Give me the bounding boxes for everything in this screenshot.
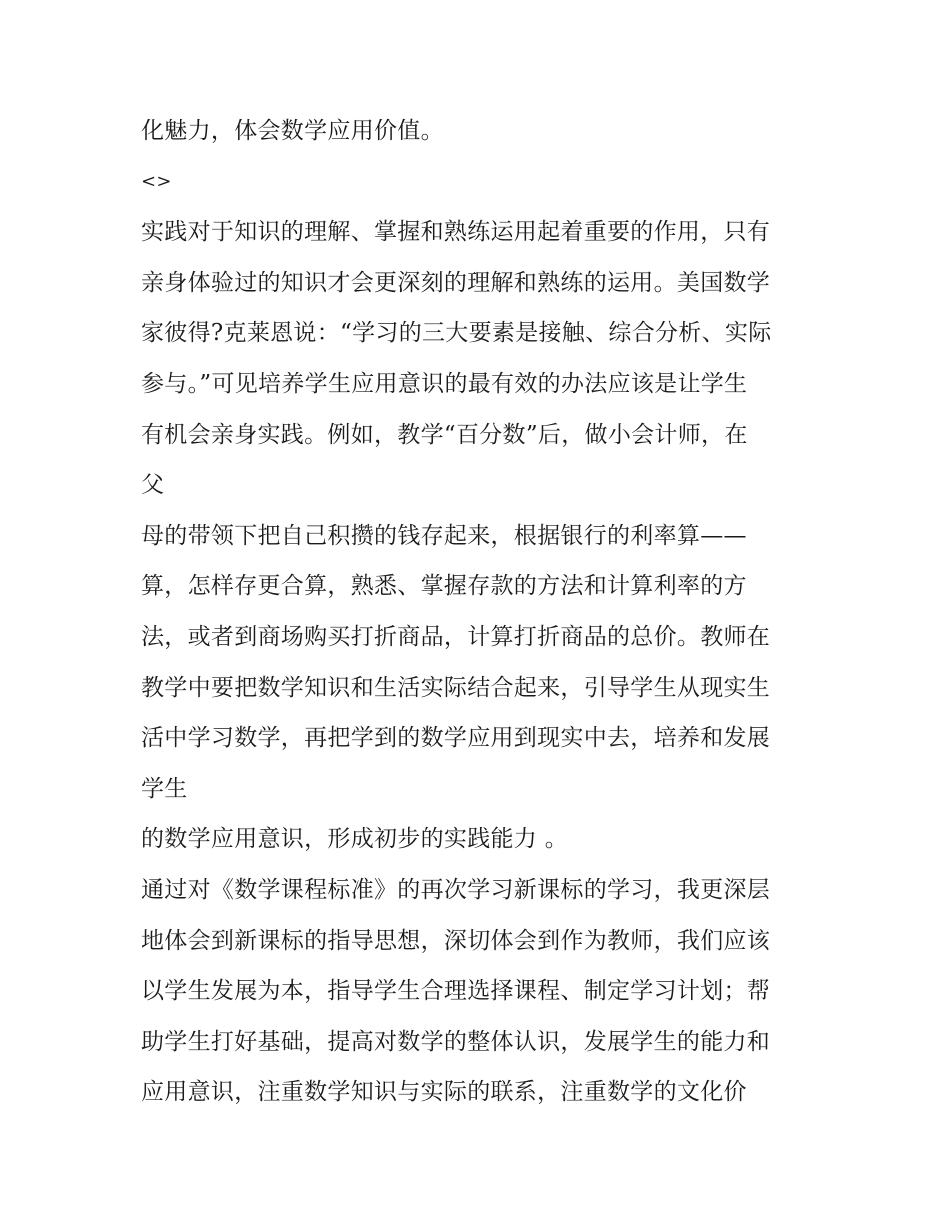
text-line-2: <> (141, 170, 172, 192)
text-line-5: 家彼得?克莱恩说：“学习的三大要素是接触、综合分析、实际 (141, 320, 772, 347)
text-line-20: 应用意识，注重数学知识与实际的联系，注重数学的文化价 (141, 1079, 747, 1106)
text-line-10: 算，怎样存更合算，熟悉、掌握存款的方法和计算利率的方 (141, 573, 747, 600)
text-line-14: 学生 (141, 775, 188, 802)
text-line-18: 以学生发展为本，指导学生合理选择课程、制定学习计划；帮 (141, 978, 771, 1005)
text-line-19: 助学生打好基础，提高对数学的整体认识，发展学生的能力和 (141, 1028, 771, 1055)
text-line-9: 母的带领下把自己积攒的钱存起来，根据银行的利率算—— (141, 522, 747, 549)
text-line-1: 化魅力，体会数学应用价值。 (141, 118, 444, 144)
text-line-17: 地体会到新课标的指导思想，深切体会到作为教师，我们应该 (141, 927, 771, 954)
text-line-7: 有机会亲身实践。例如，教学“百分数”后，做小会计师，在 (141, 421, 748, 448)
text-line-8: 父 (141, 472, 165, 499)
text-line-15: 的数学应用意识，形成初步的实践能力 。 (141, 826, 569, 853)
document-body (141, 106, 821, 1118)
text-line-6: 参与。”可见培养学生应用意识的最有效的办法应该是让学生 (141, 370, 748, 397)
text-line-3: 实践对于知识的理解、掌握和熟练运用起着重要的作用，只有 (141, 219, 771, 246)
text-line-13: 活中学习数学，再把学到的数学应用到现实中去，培养和发展 (141, 725, 771, 752)
text-line-4: 亲身体验过的知识才会更深刻的理解和熟练的运用。美国数学 (141, 269, 771, 296)
text-line-12: 教学中要把数学知识和生活实际结合起来，引导学生从现实生 (141, 674, 771, 701)
text-line-16: 通过对《数学课程标准》的再次学习新课标的学习，我更深层 (141, 876, 771, 903)
text-line-11: 法，或者到商场购买打折商品，计算打折商品的总价。教师在 (141, 623, 771, 650)
